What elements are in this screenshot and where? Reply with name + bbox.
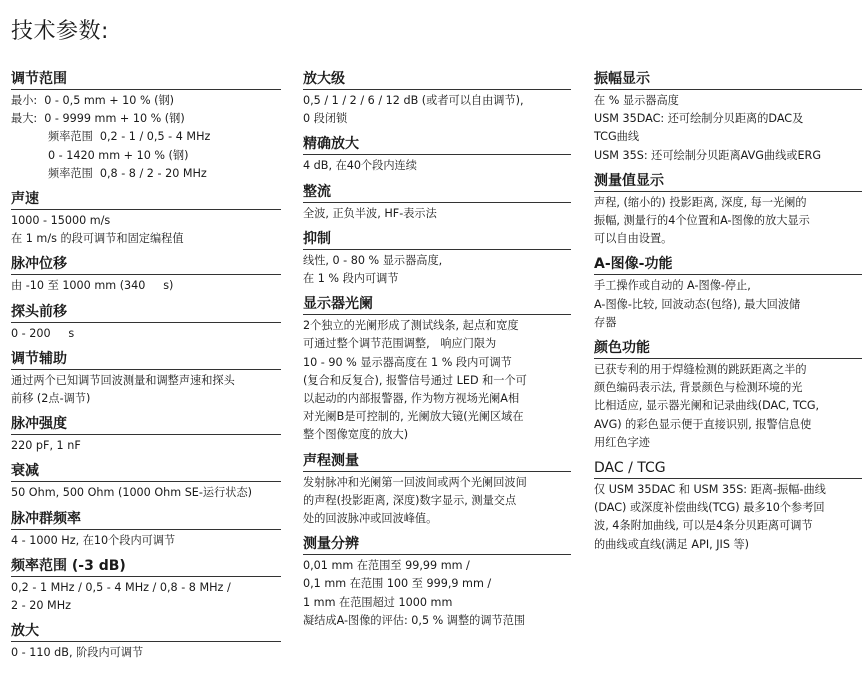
spec-line: 仅 USM 35DAC 和 USM 35S: 距离-振幅-曲线 [594,483,826,497]
spec-line: 处的回波脉冲或回波峰值。 [303,512,438,526]
spec-line: 振幅, 测量行的4个位置和A-图像的放大显示 [594,214,810,228]
spec-line: 0 段闭锁 [303,112,348,126]
spec-line: 整个图像宽度的放大) [303,428,409,442]
section-heading: 调节辅助 [11,350,281,370]
spec-line: 4 dB, 在40个段内连续 [303,159,417,173]
spec-section [594,172,862,249]
spec-section [303,135,571,175]
spec-line: 在 % 显示器高度 [594,94,679,107]
section-heading: 测量值显示 [594,172,862,192]
page-title: 技术参数: [11,19,109,44]
spec-line: 用红色字迹 [594,435,650,449]
spec-line: 存器 [594,315,617,329]
section-heading: 放大级 [303,70,571,90]
spec-line: 对光阑B是可控制的, 光阑放大镜(光阑区域在 [303,410,524,424]
spec-line: 0,01 mm 在范围至 99,99 mm / [303,559,470,573]
section-heading: DAC / TCG [594,459,862,479]
spec-line: 在 1 m/s 的段可调节和固定编程值 [11,232,184,246]
spec-section [11,622,281,662]
spec-line: 10 - 90 % 显示器高度在 1 % 段内可调节 [303,355,512,369]
spec-line: 的曲线或直线(满足 API, JIS 等) [594,537,750,551]
column-2 [303,70,571,637]
spec-section [303,295,571,444]
spec-section [11,510,281,550]
section-heading: 声程测量 [303,452,571,472]
column-3 [594,70,862,561]
spec-section [594,459,862,554]
spec-section [303,452,571,529]
spec-section [11,303,281,343]
spec-line: 手工操作或自动的 A-图像-停止, [594,279,751,293]
spec-line: 由 -10 至 1000 mm (340 s) [11,279,174,293]
section-heading: 探头前移 [11,303,281,323]
spec-line: 以起动的内部报警器, 作为物方视场光阑A相 [303,392,520,406]
spec-line: 全波, 正负半波, HF-表示法 [303,206,437,220]
spec-section [11,462,281,502]
spec-section [303,230,571,288]
spec-line: 发射脉冲和光阑第一回波间或两个光阑回波间 [303,475,527,489]
spec-line: 0 - 200 s [11,326,75,340]
spec-section [11,415,281,455]
spec-section [303,183,571,223]
spec-section [303,70,571,128]
spec-section [11,190,281,248]
spec-line: 可以自由设置。 [594,232,673,246]
spec-section [594,70,862,165]
spec-line: 2 - 20 MHz [11,599,71,613]
spec-section [594,339,862,452]
spec-line: 0 - 1420 mm + 10 % (钢) [48,148,189,162]
spec-line: 220 pF, 1 nF [11,439,81,453]
spec-line: 0,2 - 1 MHz / 0,5 - 4 MHz / 0,8 - 8 MHz / [11,580,231,594]
spec-line: 波, 4条附加曲线, 可以是4条分贝距离可调节 [594,519,813,533]
section-heading: 脉冲强度 [11,415,281,435]
spec-line: USM 35S: 还可绘制分贝距离AVG曲线或ERG [594,148,821,162]
spec-line: 50 Ohm, 500 Ohm (1000 Ohm SE-运行状态) [11,486,253,500]
spec-line: 前移 (2点-调节) [11,392,91,406]
spec-line: TCG曲线 [594,130,640,144]
spec-line: 在 1 % 段内可调节 [303,272,399,286]
spec-section [11,350,281,408]
spec-line: 2个独立的光阑形成了测试线条, 起点和宽度 [303,319,519,333]
section-heading: 测量分辨 [303,535,571,555]
column-1 [11,70,281,669]
spec-line: (复合和反复合), 报警信号通过 LED 和一个可 [303,373,527,387]
spec-line: 凝结成A-图像的评估: 0,5 % 调整的调节范围 [303,613,526,627]
spec-line: 最小: 0 - 0,5 mm + 10 % (钢) [11,94,175,107]
spec-line: 1000 - 15000 m/s [11,214,111,228]
spec-line: 4 - 1000 Hz, 在10个段内可调节 [11,533,176,547]
spec-line: 可通过整个调节范围调整, 响应门限为 [303,337,497,351]
section-heading: 精确放大 [303,135,571,155]
spec-line: 1 mm 在范围超过 1000 mm [303,595,453,609]
spec-line: 通过两个已知调节回波测量和调整声速和探头 [11,373,235,387]
spec-line: 的声程(投影距离, 深度)数字显示, 测量交点 [303,493,517,507]
spec-section [303,535,571,630]
spec-line: USM 35DAC: 还可绘制分贝距离的DAC及 [594,112,804,126]
spec-section [11,70,281,183]
section-heading: 频率范围 (-3 dB) [11,557,281,577]
section-heading: 衰减 [11,462,281,482]
spec-line: 比相适应, 显示器光阑和记录曲线(DAC, TCG, [594,399,820,413]
section-heading: 脉冲位移 [11,255,281,275]
section-heading: 显示器光阑 [303,295,571,315]
section-heading: 抑制 [303,230,571,250]
spec-section [594,255,862,332]
spec-line: 线性, 0 - 80 % 显示器高度, [303,253,443,267]
spec-section [11,557,281,615]
spec-line: 声程, (缩小的) 投影距离, 深度, 每一光阑的 [594,195,807,209]
section-heading: A-图像-功能 [594,255,862,275]
spec-line: 频率范围 0,8 - 8 / 2 - 20 MHz [48,166,207,180]
section-heading: 颜色功能 [594,339,862,359]
spec-line: 0,5 / 1 / 2 / 6 / 12 dB (或者可以自由调节), [303,94,524,107]
section-heading: 声速 [11,190,281,210]
section-heading: 振幅显示 [594,70,862,90]
spec-line: (DAC) 或深度补偿曲线(TCG) 最多10个参考回 [594,501,825,515]
spec-line: 0,1 mm 在范围 100 至 999,9 mm / [303,577,492,591]
spec-line: 颜色编码表示法, 背景颜色与检测环境的光 [594,381,803,395]
section-heading: 脉冲群频率 [11,510,281,530]
section-heading: 调节范围 [11,70,281,90]
spec-line: AVG) 的彩色显示便于直接识别, 报警信息使 [594,417,812,431]
section-heading: 放大 [11,622,281,642]
spec-line: 频率范围 0,2 - 1 / 0,5 - 4 MHz [48,130,211,144]
spec-line: 已获专利的用于焊缝检测的跳跃距离之半的 [594,363,807,377]
section-heading: 整流 [303,183,571,203]
spec-section [11,255,281,295]
spec-line: 0 - 110 dB, 阶段内可调节 [11,646,144,660]
spec-line: 最大: 0 - 9999 mm + 10 % (钢) [11,112,185,126]
spec-line: A-图像-比较, 回波动态(包络), 最大回波储 [594,297,801,311]
